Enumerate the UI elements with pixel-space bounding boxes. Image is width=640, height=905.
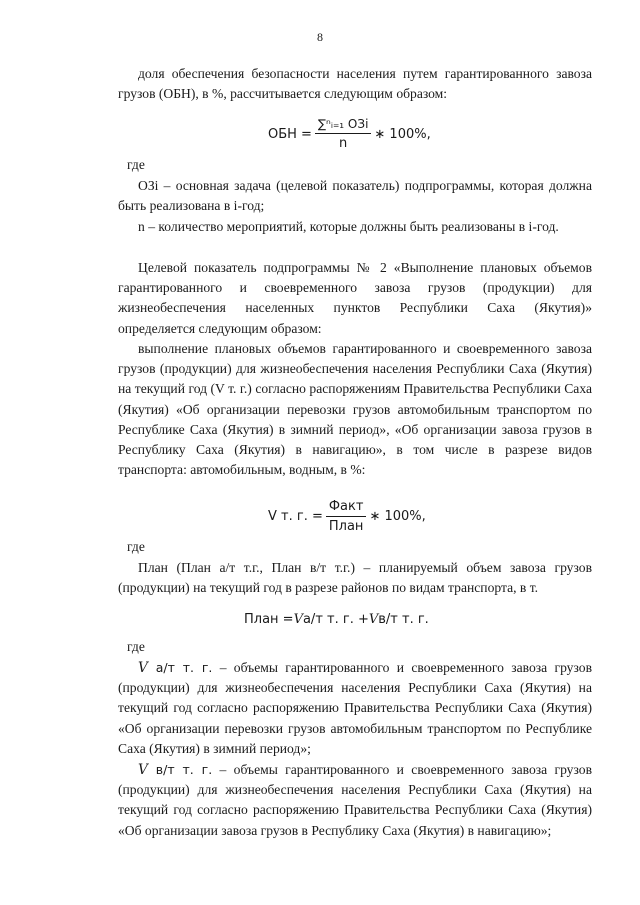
v-water-var: V	[138, 762, 148, 778]
paragraph-ozi: ОЗi – основная задача (целевой показатель) подпрограммы, которая должна быть реализована в i-год;	[118, 178, 592, 214]
formula-obn	[268, 117, 431, 151]
paragraph-v-auto	[118, 658, 592, 759]
formula-plan	[244, 612, 429, 627]
v-water-sub: в/т т. г.	[147, 762, 213, 777]
formula-obn-numerator: ∑ⁿᵢ₌₁ ОЗi	[315, 117, 371, 134]
where-label-2: где	[127, 539, 145, 554]
formula-vtg-rhs: ∗ 100%,	[369, 509, 426, 524]
formula-plan-e: в/т т. г.	[378, 612, 429, 627]
formula-plan-a: План =	[244, 612, 294, 627]
formula-vtg-numerator: Факт	[326, 499, 367, 517]
formula-obn-denominator: n	[339, 136, 348, 151]
v-auto-sub: а/т т. г.	[147, 660, 213, 675]
page-number: 8	[317, 30, 323, 44]
formula-plan-c: а/т т. г. +	[302, 612, 369, 627]
formula-vtg-lhs: V т. г. =	[268, 509, 323, 524]
where-label-3: где	[127, 639, 145, 654]
formula-vtg-fraction	[326, 499, 367, 534]
formula-obn-rhs: ∗ 100%,	[374, 126, 431, 142]
v-auto-var: V	[138, 660, 148, 676]
paragraph-obn-definition: доля обеспечения безопасности населения путем гарантированного завоза грузов (ОБН), в %, рассчитывается следующим образом:	[118, 66, 592, 102]
paragraph-planned-volumes: выполнение плановых объемов гарантированного и своевременного завоза грузов (продукции) для жизнеобеспечения населения Республики Саха (Якутия) на текущий год (V т. г.) согласно распоряжениям Правительства Республики Саха (Якутия) «Об организации перевозки грузов автомобильным транспортом по Республике Саха (Якутия) в зимний период», «Об организации завоза грузов в Республику Саха (Якутия) в навигацию», в том числе в разрезе видов транспорта: автомобильным, водным, в %:	[118, 341, 592, 478]
formula-obn-lhs: ОБН =	[268, 126, 312, 142]
v-auto-text: – объемы гарантированного и своевременного завоза грузов (продукции) для жизнеобеспечения населения Республики Саха (Якутия) на текущий год согласно распоряжению Правительства Республики Саха (Якутия) «Об организации перевозки грузов автомобильным транспортом по Республике Саха (Якутия) в зимний период»;	[118, 660, 592, 756]
paragraph-v-water	[118, 760, 592, 841]
paragraph-plan: План (План а/т т.г., План в/т т.г.) – планируемый объем завоза грузов (продукции) на текущий год в разрезе районов по видам транспорта, в т.	[118, 560, 592, 596]
formula-vtg	[268, 499, 426, 534]
v-water-text: – объемы гарантированного и своевременного завоза грузов (продукции) для жизнеобеспечения населения Республики Саха (Якутия) на текущий год согласно распоряжению Правительства Республики Саха (Якутия) «Об организации завоза грузов в Республику Саха (Якутия) в навигацию»;	[118, 762, 592, 838]
paragraph-target-indicator: Целевой показатель подпрограммы № 2 «Выполнение плановых объемов гарантированного и своевременного завоза грузов (продукции) для жизнеобеспечения населенных пунктов Республики Саха (Якутия)» определяется следующим образом:	[118, 260, 592, 336]
formula-obn-fraction	[315, 117, 371, 151]
paragraph-n: n – количество мероприятий, которые должны быть реализованы в i-год.	[138, 219, 559, 234]
where-label-1: где	[127, 157, 145, 172]
formula-plan-var-2: V	[368, 612, 379, 627]
formula-plan-var-1: V	[293, 612, 303, 627]
formula-vtg-denominator: План	[328, 519, 364, 534]
